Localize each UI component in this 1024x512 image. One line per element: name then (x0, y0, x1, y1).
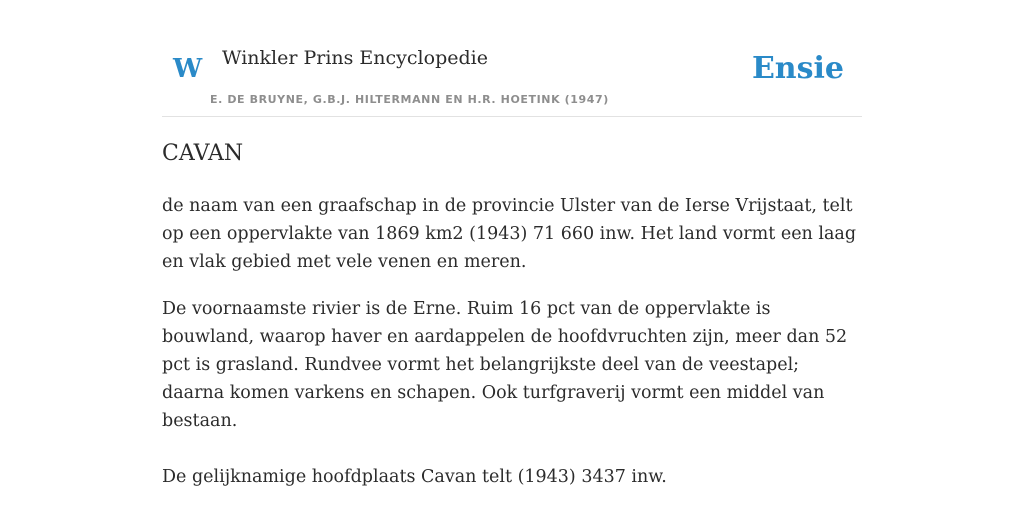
article-title: CAVAN (162, 141, 244, 166)
article-paragraph: De voornaamste rivier is de Erne. Ruim 16 pct van de oppervlakte is bouwland, waarop haver en aardappelen de hoofdvruchten zijn, meer dan 52 pct is grasland. Rundvee vormt het belangrijkste deel van de veestapel; daarna komen varkens en schapen. Ook turfgraverij vormt een middel van bestaan. (162, 299, 848, 431)
source-authors: E. DE BRUYNE, G.B.J. HILTERMANN EN H.R. HOETINK (1947) (210, 93, 609, 106)
article-body (162, 192, 862, 491)
article-paragraph: de naam van een graafschap in de provincie Ulster van de Ierse Vrijstaat, telt op een oppervlakte van 1869 km2 (1943) 71 660 inw. Het land vormt een laag en vlak gebied met vele venen en meren. (162, 196, 857, 272)
source-logo[interactable]: W (173, 54, 203, 84)
source-title[interactable]: Winkler Prins Encyclopedie (222, 47, 488, 69)
source-header (162, 36, 862, 117)
article-paragraph: De gelijknamige hoofdplaats Cavan telt (1943) 3437 inw. (162, 467, 667, 487)
brand-logo[interactable]: Ensie (751, 51, 844, 86)
